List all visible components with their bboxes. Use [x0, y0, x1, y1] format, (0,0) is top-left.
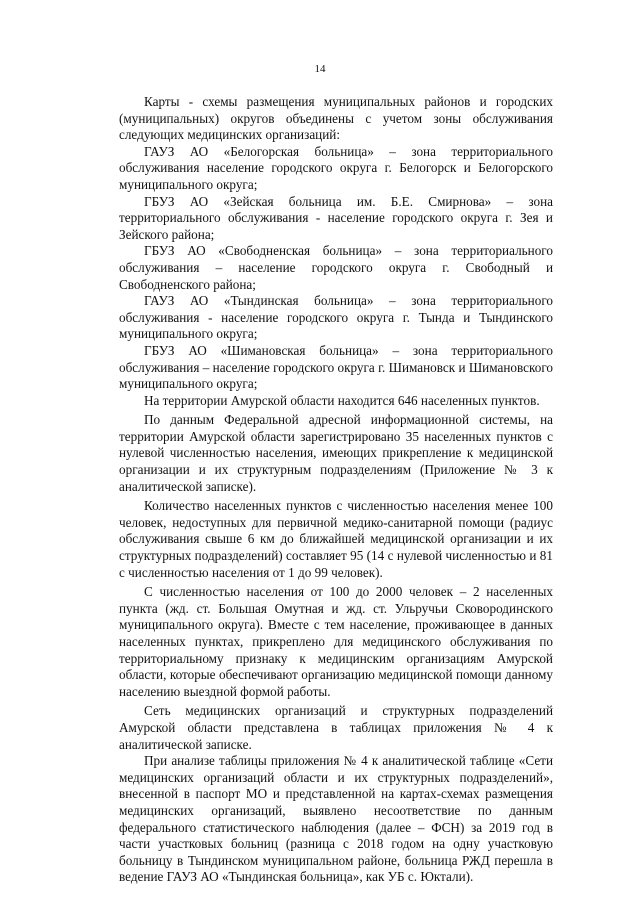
paragraph-tynda: ГАУЗ АО «Тындинская больница» – зона территориального обслуживания - население городского округа г. Тында и Тындинского муниципального округа;: [119, 293, 553, 342]
paragraph-belogorsk: ГАУЗ АО «Белогорская больница» – зона территориального обслуживания население городского округа г. Белогорск и Белогорского муниципального округа;: [119, 143, 553, 192]
paragraph-inaccessible: Количество населенных пунктов с численностью населения менее 100 человек, недоступных для первичной медико-санитарной помощи (радиус обслуживания свыше 6 км до ближайшей медицинской организации и их структурных подразделений) составляет 95 (14 с нулевой численностью и 81 с численностью населения от 1 до 99 человек).: [119, 498, 553, 580]
paragraph-zeya: ГБУЗ АО «Зейская больница им. Б.Е. Смирнова» – зона территориального обслуживания - население городского округа г. Зея и Зейского района;: [119, 193, 553, 242]
paragraph-population-range: С численностью населения от 100 до 2000 человек – 2 населенных пункта (жд. ст. Большая Омутная и жд. ст. Ульручьи Сковородинского муниципального округа). Вместе с тем население, проживающее в данных населенных пунктах, прикреплено для медицинского обслуживания по территориальному признаку к медицинским организациям Амурской области, которые обеспечивают организацию медицинской помощи данному населению выездной формой работы.: [119, 584, 553, 699]
paragraph-network: Сеть медицинских организаций и структурных подразделений Амурской области представлена в таблицах приложения № 4 к аналитической записке.: [119, 703, 553, 752]
paragraph-settlements-count: На территории Амурской области находится 646 населенных пунктов.: [144, 392, 540, 408]
paragraph-svobodny: ГБУЗ АО «Свободненская больница» – зона территориального обслуживания – население городского округа г. Свободный и Свободненского района;: [119, 243, 553, 292]
paragraph-shimanovsk: ГБУЗ АО «Шимановская больница» – зона территориального обслуживания – население городского округа г. Шимановск и Шимановского муниципального округа;: [119, 342, 553, 392]
document-body: [119, 94, 553, 886]
paragraph-analysis: При анализе таблицы приложения № 4 к аналитической таблице «Сети медицинских организаций области и их структурных подразделений», внесенной в паспорт МО и представленной на картах-схемах размещения медицинских организаций, выявлено несоответствие по данным федерального статистического наблюдения (далее – ФСН) за 2019 год в части участковых больниц (разница с 2018 годом на одну участковую больницу в Тындинском муниципальном районе, больница РЖД перешла в ведение ГАУЗ АО «Тындинская больница», как УБ с. Юктали).: [119, 753, 553, 885]
paragraph-intro: Карты - схемы размещения муниципальных районов и городских (муниципальных) округов объединены с учетом зоны обслуживания следующих медицинских организаций:: [119, 94, 553, 143]
page-number: 14: [314, 63, 326, 75]
paragraph-fias: По данным Федеральной адресной информационной системы, на территории Амурской области зарегистрировано 35 населенных пунктов с нулевой численностью населения, имеющих прикрепление к медицинской организации и их структурным подразделениям (Приложение № 3 к аналитической записке).: [119, 412, 553, 494]
